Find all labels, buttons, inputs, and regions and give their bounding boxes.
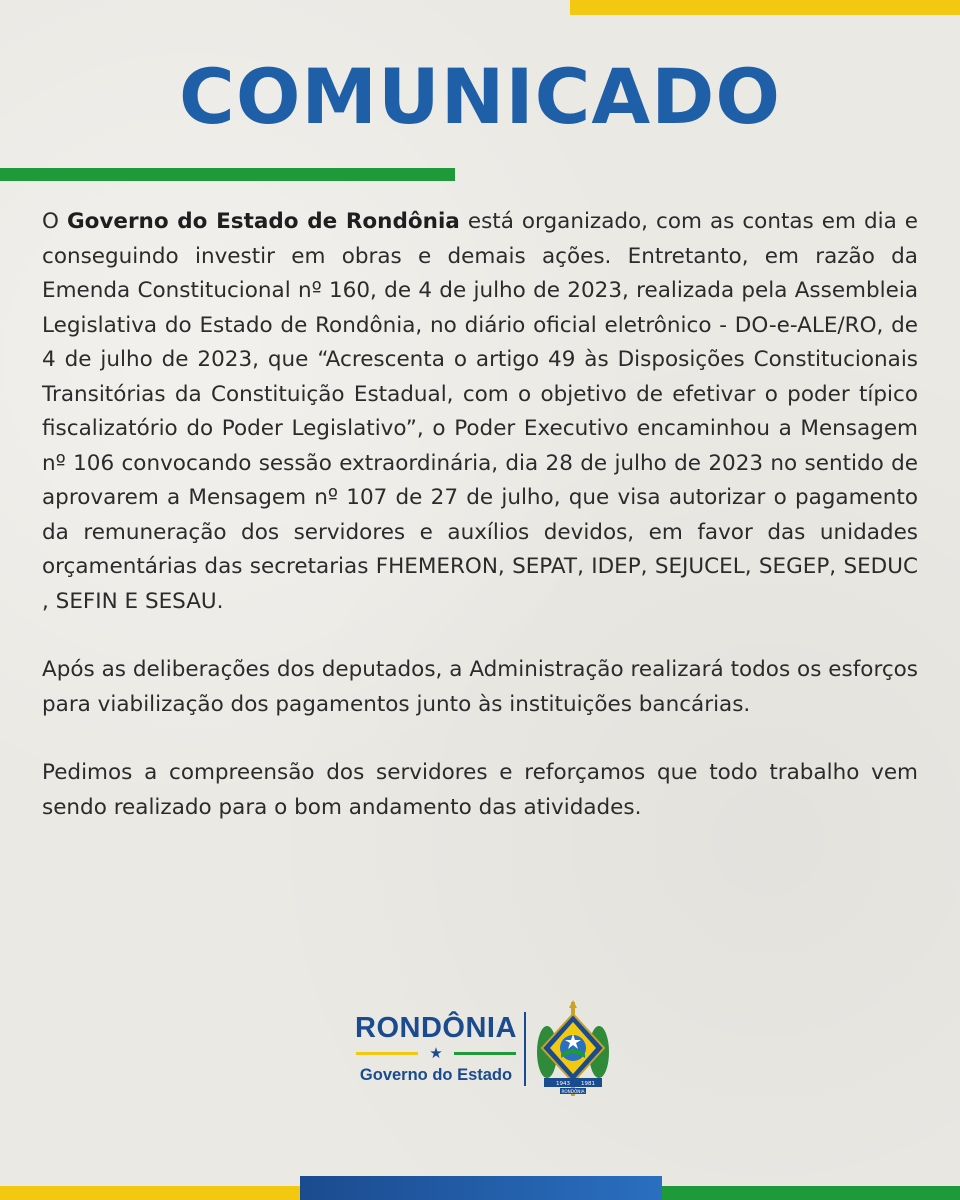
crest-year-left: 1943: [556, 1081, 570, 1087]
bottom-blue-bar: [300, 1176, 662, 1200]
paragraph-2: Após as deliberações dos deputados, a Administração realizará todos os esforços para viabilização dos pagamentos junto às instituições bancárias.: [42, 657, 918, 717]
communique-body: [42, 205, 918, 859]
state-crest-icon: [534, 1000, 612, 1100]
green-divider-bar: [0, 168, 455, 181]
paragraph-1-rest: está organizado, com as contas em dia e conseguindo investir em obras e demais ações. Entretanto, em razão da Emenda Constitucional nº 160, de 4 de julho de 2023, realizada pela Assembleia Legislativa do Estado de Rondônia, no diário oficial eletrônico - DO-e-ALE/RO, de 4 de julho de 2023, que “Acrescenta o artigo 49 às Disposições Constitucionais Transitórias da Constituição Estadual, com o objetivo de efetivar o poder típico fiscalizatório do Poder Legislativo”, o Poder Executivo encaminhou a Mensagem nº 106 convocando sessão extraordinária, dia 28 de julho de 2023 no sentido de aprovarem a Mensagem nº 107 de 27 de julho, que visa autorizar o pagamento da remuneração dos servidores e auxílios devidos, em favor das unidades orçamentárias das secretarias FHEMERON, SEPAT, IDEP, SEJUCEL, SEGEP, SEDUC , SEFIN E SESAU.: [42, 209, 918, 614]
logo-green-line: [454, 1052, 516, 1055]
bottom-green-bar: [662, 1186, 960, 1200]
logo-divider: [524, 1012, 526, 1086]
logo-yellow-line: [356, 1052, 418, 1055]
page-title: COMUNICADO: [179, 52, 781, 141]
star-icon: ★: [429, 1044, 443, 1062]
government-name: Governo do Estado de Rondônia: [66, 209, 460, 234]
crest-year-right: 1981: [581, 1081, 595, 1087]
paragraph-1: [42, 205, 918, 619]
logo-subtitle: Governo do Estado: [359, 1066, 513, 1084]
paragraph-3: Pedimos a compreensão dos servidores e reforçamos que todo trabalho vem sendo realizado para o bom andamento das atividades.: [42, 760, 918, 820]
crest-label: RONDÔNIA: [561, 1089, 585, 1094]
government-logo: [352, 1000, 612, 1100]
paragraph-1-intro: O: [42, 209, 67, 234]
bottom-yellow-bar: [0, 1186, 300, 1200]
logo-state-name: RONDÔNIA: [355, 1012, 517, 1044]
top-yellow-bar: [570, 0, 960, 15]
